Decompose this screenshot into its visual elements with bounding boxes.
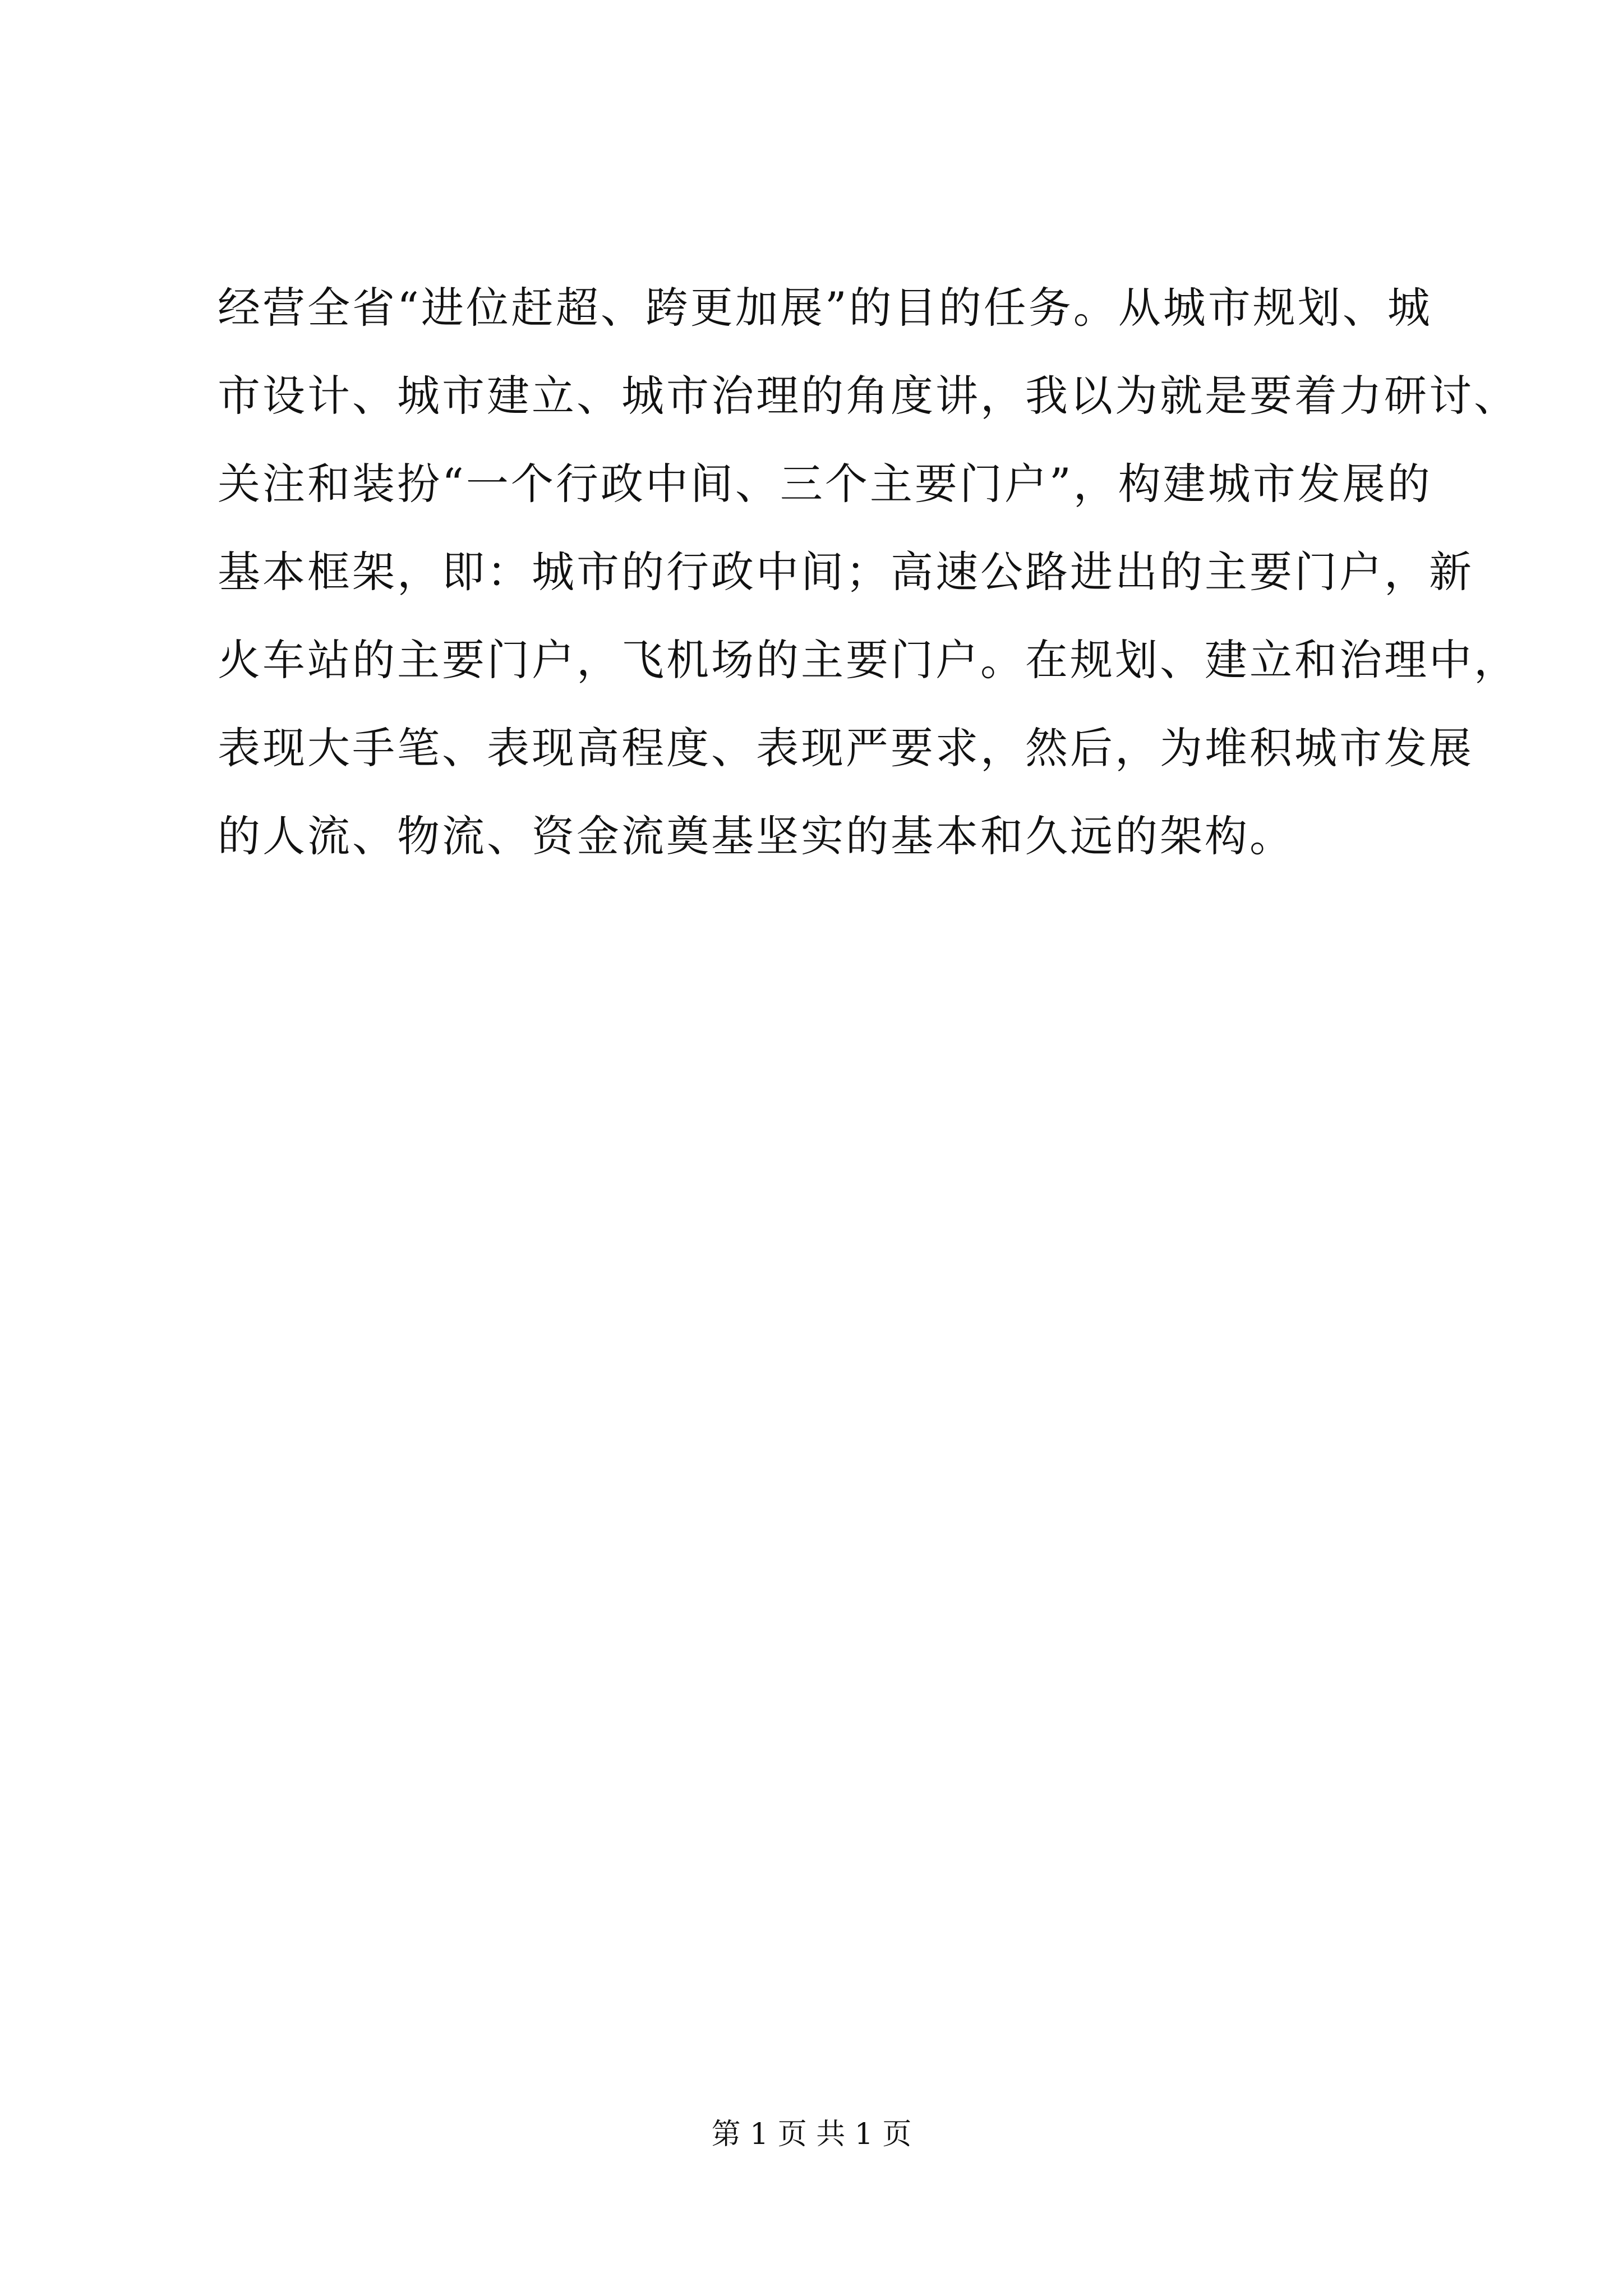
paragraph-line: 表现大手笔、表现高程度、表现严要求，然后，为堆积城市发展 (218, 723, 1474, 773)
paragraph-line: 经营全省“进位赶超、跨更加展”的目的任务。从城市规划、城 (218, 283, 1432, 333)
paragraph-line: 关注和装扮“一个行政中间、三个主要门户”，构建城市发展的 (218, 459, 1432, 509)
paragraph-line: 火车站的主要门户，飞机场的主要门户。在规划、建立和治理中， (218, 635, 1519, 685)
page-footer: 第 1 页 共 1 页 (711, 2118, 912, 2151)
paragraph-line: 基本框架，即：城市的行政中间；高速公路进出的主要门户，新 (218, 547, 1474, 597)
paragraph-line: 的人流、物流、资金流奠基坚实的基本和久远的架构。 (218, 811, 1294, 861)
paragraph-line: 市设计、城市建立、城市治理的角度讲，我以为就是要着力研讨、 (218, 371, 1519, 421)
body-paragraph (218, 264, 1519, 880)
